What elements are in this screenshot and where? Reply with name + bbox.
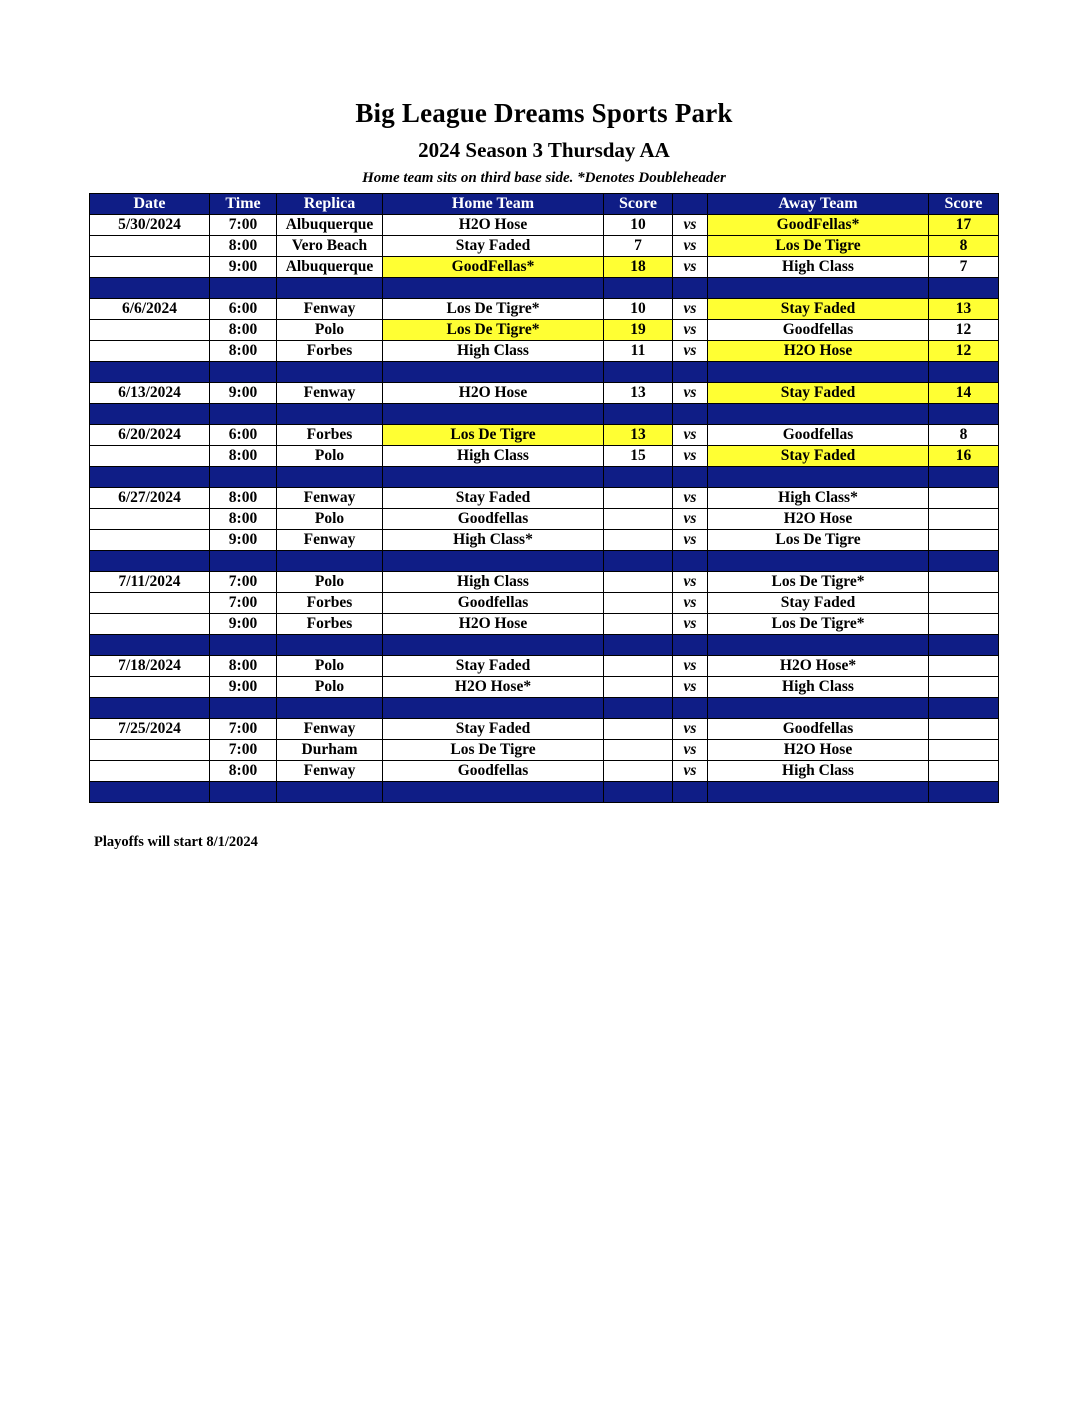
- separator-cell: [604, 278, 673, 299]
- separator-cell: [277, 362, 383, 383]
- header-row: [90, 194, 999, 215]
- away-score-cell: 13: [929, 299, 999, 320]
- date-cell: [90, 677, 210, 698]
- home-score-cell: [604, 509, 673, 530]
- home-team-cell: H2O Hose: [383, 614, 604, 635]
- separator-cell: [604, 782, 673, 803]
- home-score-cell: [604, 488, 673, 509]
- header-vs: [673, 194, 708, 215]
- date-cell: 7/25/2024: [90, 719, 210, 740]
- vs-cell: vs: [673, 425, 708, 446]
- date-cell: 7/11/2024: [90, 572, 210, 593]
- vs-cell: vs: [673, 446, 708, 467]
- game-row: [90, 299, 999, 320]
- time-cell: 8:00: [210, 656, 277, 677]
- away-team-cell: Los De Tigre*: [708, 614, 929, 635]
- date-cell: [90, 257, 210, 278]
- time-cell: 7:00: [210, 719, 277, 740]
- home-score-cell: 19: [604, 320, 673, 341]
- time-cell: 7:00: [210, 593, 277, 614]
- home-team-cell: Stay Faded: [383, 236, 604, 257]
- time-cell: 7:00: [210, 572, 277, 593]
- vs-cell: vs: [673, 215, 708, 236]
- separator-cell: [604, 404, 673, 425]
- vs-cell: vs: [673, 593, 708, 614]
- page-title: Big League Dreams Sports Park: [355, 98, 733, 128]
- vs-cell: vs: [673, 257, 708, 278]
- field-cell: Albuquerque: [277, 257, 383, 278]
- vs-cell: vs: [673, 488, 708, 509]
- doubleheader-note: Home team sits on third base side. *Denotes Doubleheader: [362, 170, 726, 186]
- away-score-cell: [929, 719, 999, 740]
- separator-cell: [673, 782, 708, 803]
- schedule-table: [89, 193, 999, 803]
- separator-cell: [90, 698, 210, 719]
- vs-cell: vs: [673, 383, 708, 404]
- vs-cell: vs: [673, 740, 708, 761]
- time-cell: 8:00: [210, 320, 277, 341]
- game-row: [90, 446, 999, 467]
- separator-cell: [383, 404, 604, 425]
- away-score-cell: 12: [929, 341, 999, 362]
- vs-cell: vs: [673, 341, 708, 362]
- separator-row: [90, 467, 999, 488]
- separator-cell: [277, 551, 383, 572]
- game-row: [90, 425, 999, 446]
- time-cell: 6:00: [210, 299, 277, 320]
- separator-cell: [708, 551, 929, 572]
- away-score-cell: 14: [929, 383, 999, 404]
- home-score-cell: [604, 740, 673, 761]
- away-team-cell: Goodfellas: [708, 719, 929, 740]
- home-score-cell: 7: [604, 236, 673, 257]
- separator-cell: [708, 278, 929, 299]
- vs-cell: vs: [673, 236, 708, 257]
- home-team-cell: H2O Hose: [383, 215, 604, 236]
- field-cell: Polo: [277, 446, 383, 467]
- separator-cell: [210, 362, 277, 383]
- home-team-cell: High Class: [383, 341, 604, 362]
- time-cell: 9:00: [210, 257, 277, 278]
- date-cell: [90, 761, 210, 782]
- separator-cell: [90, 404, 210, 425]
- game-row: [90, 656, 999, 677]
- away-team-cell: GoodFellas*: [708, 215, 929, 236]
- separator-cell: [210, 782, 277, 803]
- home-team-cell: Goodfellas: [383, 593, 604, 614]
- separator-cell: [929, 404, 999, 425]
- away-score-cell: 12: [929, 320, 999, 341]
- home-team-cell: Los De Tigre*: [383, 299, 604, 320]
- separator-cell: [277, 278, 383, 299]
- away-team-cell: High Class: [708, 257, 929, 278]
- game-row: [90, 719, 999, 740]
- field-cell: Forbes: [277, 341, 383, 362]
- game-row: [90, 215, 999, 236]
- home-score-cell: 10: [604, 299, 673, 320]
- away-team-cell: H2O Hose: [708, 509, 929, 530]
- away-score-cell: 16: [929, 446, 999, 467]
- home-score-cell: 15: [604, 446, 673, 467]
- header-replica: Replica: [277, 194, 383, 215]
- separator-cell: [708, 635, 929, 656]
- separator-cell: [673, 362, 708, 383]
- date-cell: [90, 614, 210, 635]
- date-cell: 6/6/2024: [90, 299, 210, 320]
- time-cell: 9:00: [210, 530, 277, 551]
- away-score-cell: 8: [929, 236, 999, 257]
- separator-cell: [673, 551, 708, 572]
- separator-cell: [210, 698, 277, 719]
- date-cell: 6/13/2024: [90, 383, 210, 404]
- separator-cell: [604, 698, 673, 719]
- separator-cell: [673, 467, 708, 488]
- away-score-cell: [929, 740, 999, 761]
- field-cell: Fenway: [277, 530, 383, 551]
- vs-cell: vs: [673, 299, 708, 320]
- home-score-cell: [604, 761, 673, 782]
- vs-cell: vs: [673, 761, 708, 782]
- separator-cell: [708, 404, 929, 425]
- field-cell: Polo: [277, 656, 383, 677]
- away-team-cell: Los De Tigre*: [708, 572, 929, 593]
- header-home-team: Home Team: [383, 194, 604, 215]
- away-team-cell: High Class*: [708, 488, 929, 509]
- home-team-cell: Los De Tigre: [383, 425, 604, 446]
- separator-cell: [90, 467, 210, 488]
- away-score-cell: 7: [929, 257, 999, 278]
- vs-cell: vs: [673, 530, 708, 551]
- separator-cell: [210, 467, 277, 488]
- game-row: [90, 740, 999, 761]
- separator-cell: [929, 635, 999, 656]
- away-score-cell: [929, 761, 999, 782]
- date-cell: 6/27/2024: [90, 488, 210, 509]
- separator-cell: [604, 362, 673, 383]
- header-away-score: Score: [929, 194, 999, 215]
- separator-cell: [673, 404, 708, 425]
- separator-row: [90, 362, 999, 383]
- field-cell: Albuquerque: [277, 215, 383, 236]
- time-cell: 9:00: [210, 677, 277, 698]
- home-score-cell: [604, 614, 673, 635]
- separator-cell: [383, 635, 604, 656]
- separator-cell: [383, 698, 604, 719]
- separator-cell: [277, 782, 383, 803]
- separator-cell: [383, 782, 604, 803]
- vs-cell: vs: [673, 677, 708, 698]
- home-score-cell: 13: [604, 383, 673, 404]
- away-score-cell: [929, 593, 999, 614]
- home-team-cell: Stay Faded: [383, 488, 604, 509]
- game-row: [90, 341, 999, 362]
- home-score-cell: [604, 530, 673, 551]
- away-score-cell: 17: [929, 215, 999, 236]
- separator-cell: [277, 635, 383, 656]
- time-cell: 7:00: [210, 215, 277, 236]
- game-row: [90, 488, 999, 509]
- home-score-cell: 10: [604, 215, 673, 236]
- field-cell: Polo: [277, 509, 383, 530]
- home-team-cell: H2O Hose*: [383, 677, 604, 698]
- time-cell: 8:00: [210, 341, 277, 362]
- game-row: [90, 761, 999, 782]
- away-score-cell: 8: [929, 425, 999, 446]
- time-cell: 8:00: [210, 236, 277, 257]
- separator-cell: [708, 698, 929, 719]
- game-row: [90, 530, 999, 551]
- home-score-cell: 11: [604, 341, 673, 362]
- away-team-cell: Stay Faded: [708, 299, 929, 320]
- date-cell: [90, 740, 210, 761]
- field-cell: Fenway: [277, 383, 383, 404]
- header-date: Date: [90, 194, 210, 215]
- home-team-cell: Stay Faded: [383, 719, 604, 740]
- game-row: [90, 236, 999, 257]
- away-team-cell: Goodfellas: [708, 320, 929, 341]
- home-score-cell: [604, 572, 673, 593]
- field-cell: Polo: [277, 572, 383, 593]
- field-cell: Fenway: [277, 719, 383, 740]
- separator-row: [90, 635, 999, 656]
- away-team-cell: High Class: [708, 761, 929, 782]
- field-cell: Forbes: [277, 614, 383, 635]
- field-cell: Fenway: [277, 488, 383, 509]
- time-cell: 8:00: [210, 446, 277, 467]
- separator-cell: [90, 278, 210, 299]
- game-row: [90, 593, 999, 614]
- field-cell: Forbes: [277, 593, 383, 614]
- date-cell: 7/18/2024: [90, 656, 210, 677]
- home-team-cell: Stay Faded: [383, 656, 604, 677]
- time-cell: 8:00: [210, 509, 277, 530]
- away-team-cell: Stay Faded: [708, 446, 929, 467]
- away-team-cell: Goodfellas: [708, 425, 929, 446]
- home-score-cell: 18: [604, 257, 673, 278]
- date-cell: [90, 341, 210, 362]
- vs-cell: vs: [673, 614, 708, 635]
- date-cell: [90, 509, 210, 530]
- separator-row: [90, 698, 999, 719]
- home-team-cell: High Class: [383, 446, 604, 467]
- game-row: [90, 572, 999, 593]
- separator-cell: [90, 362, 210, 383]
- away-team-cell: Stay Faded: [708, 383, 929, 404]
- separator-cell: [604, 635, 673, 656]
- date-cell: [90, 320, 210, 341]
- time-cell: 6:00: [210, 425, 277, 446]
- separator-cell: [929, 551, 999, 572]
- separator-cell: [210, 635, 277, 656]
- separator-cell: [210, 404, 277, 425]
- date-cell: [90, 446, 210, 467]
- separator-cell: [383, 467, 604, 488]
- away-score-cell: [929, 530, 999, 551]
- game-row: [90, 320, 999, 341]
- home-team-cell: GoodFellas*: [383, 257, 604, 278]
- home-team-cell: Goodfellas: [383, 509, 604, 530]
- field-cell: Fenway: [277, 299, 383, 320]
- away-score-cell: [929, 509, 999, 530]
- separator-cell: [277, 698, 383, 719]
- field-cell: Fenway: [277, 761, 383, 782]
- separator-cell: [604, 551, 673, 572]
- away-score-cell: [929, 656, 999, 677]
- away-team-cell: H2O Hose*: [708, 656, 929, 677]
- away-team-cell: H2O Hose: [708, 341, 929, 362]
- vs-cell: vs: [673, 320, 708, 341]
- separator-row: [90, 404, 999, 425]
- date-cell: [90, 236, 210, 257]
- field-cell: Vero Beach: [277, 236, 383, 257]
- separator-cell: [929, 782, 999, 803]
- separator-cell: [929, 278, 999, 299]
- time-cell: 9:00: [210, 614, 277, 635]
- away-team-cell: High Class: [708, 677, 929, 698]
- home-score-cell: [604, 593, 673, 614]
- separator-cell: [90, 551, 210, 572]
- away-score-cell: [929, 572, 999, 593]
- date-cell: 5/30/2024: [90, 215, 210, 236]
- home-team-cell: Goodfellas: [383, 761, 604, 782]
- vs-cell: vs: [673, 509, 708, 530]
- home-team-cell: Los De Tigre: [383, 740, 604, 761]
- field-cell: Polo: [277, 677, 383, 698]
- vs-cell: vs: [673, 656, 708, 677]
- schedule-body: [90, 215, 999, 803]
- time-cell: 7:00: [210, 740, 277, 761]
- home-score-cell: 13: [604, 425, 673, 446]
- field-cell: Forbes: [277, 425, 383, 446]
- game-row: [90, 677, 999, 698]
- separator-row: [90, 782, 999, 803]
- game-row: [90, 509, 999, 530]
- header-time: Time: [210, 194, 277, 215]
- separator-cell: [708, 467, 929, 488]
- home-team-cell: Los De Tigre*: [383, 320, 604, 341]
- separator-cell: [929, 362, 999, 383]
- field-cell: Polo: [277, 320, 383, 341]
- separator-cell: [929, 467, 999, 488]
- game-row: [90, 257, 999, 278]
- separator-cell: [90, 635, 210, 656]
- playoffs-note: Playoffs will start 8/1/2024: [94, 834, 258, 850]
- page-subtitle: 2024 Season 3 Thursday AA: [418, 138, 670, 162]
- home-score-cell: [604, 677, 673, 698]
- time-cell: 8:00: [210, 761, 277, 782]
- away-score-cell: [929, 614, 999, 635]
- separator-cell: [673, 278, 708, 299]
- home-team-cell: High Class: [383, 572, 604, 593]
- separator-cell: [673, 635, 708, 656]
- separator-cell: [210, 551, 277, 572]
- game-row: [90, 383, 999, 404]
- separator-cell: [708, 782, 929, 803]
- separator-cell: [383, 551, 604, 572]
- away-team-cell: H2O Hose: [708, 740, 929, 761]
- time-cell: 8:00: [210, 488, 277, 509]
- separator-row: [90, 551, 999, 572]
- separator-cell: [90, 782, 210, 803]
- separator-cell: [383, 278, 604, 299]
- separator-cell: [673, 698, 708, 719]
- separator-cell: [277, 404, 383, 425]
- away-team-cell: Stay Faded: [708, 593, 929, 614]
- separator-row: [90, 278, 999, 299]
- header-home-score: Score: [604, 194, 673, 215]
- vs-cell: vs: [673, 719, 708, 740]
- away-score-cell: [929, 677, 999, 698]
- game-row: [90, 614, 999, 635]
- header-away-team: Away Team: [708, 194, 929, 215]
- time-cell: 9:00: [210, 383, 277, 404]
- home-team-cell: High Class*: [383, 530, 604, 551]
- home-score-cell: [604, 656, 673, 677]
- date-cell: 6/20/2024: [90, 425, 210, 446]
- separator-cell: [383, 362, 604, 383]
- away-team-cell: Los De Tigre: [708, 236, 929, 257]
- away-team-cell: Los De Tigre: [708, 530, 929, 551]
- field-cell: Durham: [277, 740, 383, 761]
- separator-cell: [210, 278, 277, 299]
- date-cell: [90, 593, 210, 614]
- vs-cell: vs: [673, 572, 708, 593]
- separator-cell: [929, 698, 999, 719]
- separator-cell: [604, 467, 673, 488]
- separator-cell: [708, 362, 929, 383]
- away-score-cell: [929, 488, 999, 509]
- separator-cell: [277, 467, 383, 488]
- date-cell: [90, 530, 210, 551]
- home-score-cell: [604, 719, 673, 740]
- home-team-cell: H2O Hose: [383, 383, 604, 404]
